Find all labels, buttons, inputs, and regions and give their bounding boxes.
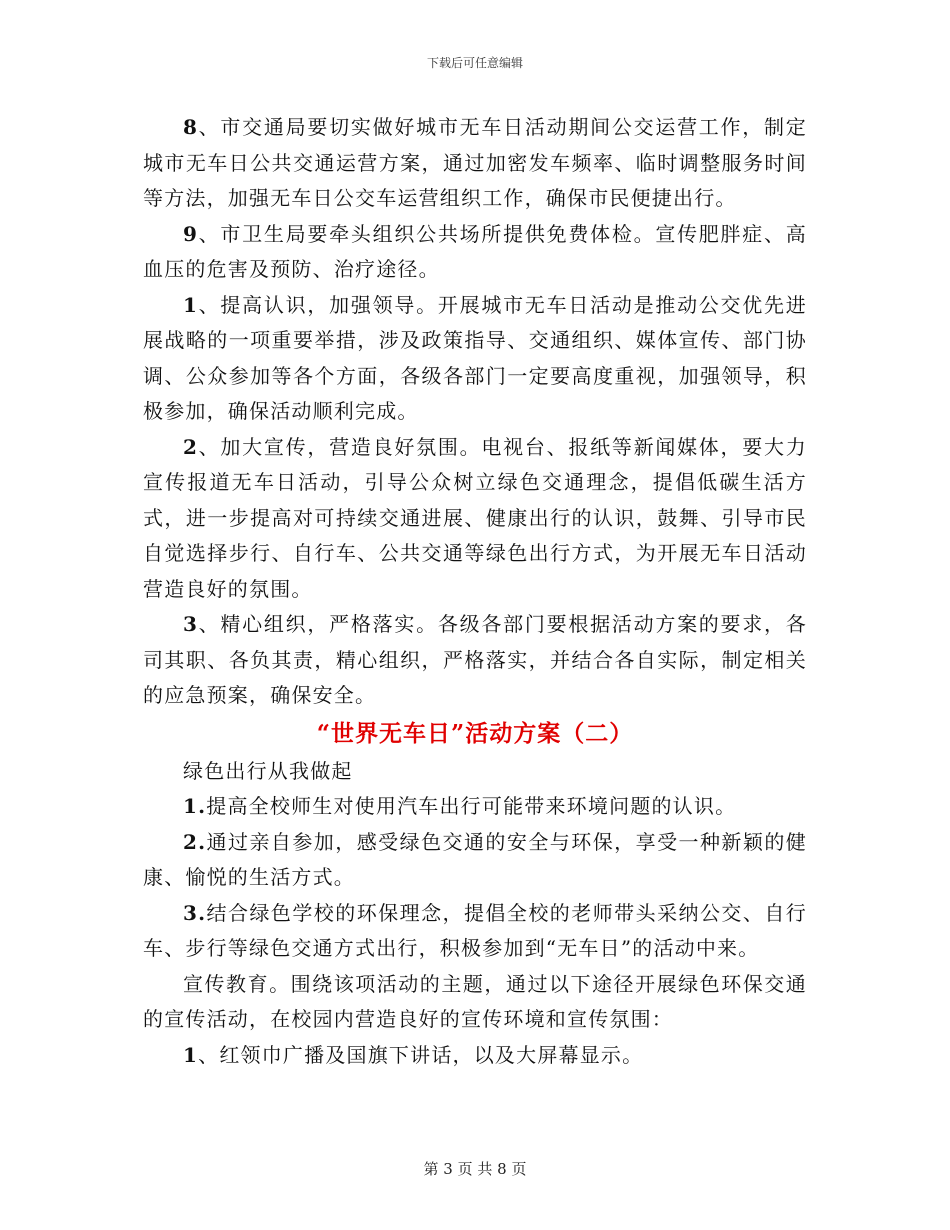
paragraph-text: 、精心组织，严格落实。各级各部门要根据活动方案的要求，各司其职、各负其责，精心组织，严格落实，并结合各自实际，制定相关的应急预案，确保安全。 — [143, 612, 807, 707]
paragraph-number: 2. — [183, 829, 207, 854]
paragraph-number: 1 — [183, 1042, 199, 1067]
paragraph-text: 宣传教育。围绕该项活动的主题，通过以下途径开展绿色环保交通的宣传活动，在校园内营造良好的宣传环境和宣传氛围： — [143, 971, 807, 1031]
paragraph-number: 8 — [183, 115, 199, 139]
paragraph-text: 、市交通局要切实做好城市无车日活动期间公交运营工作，制定城市无车日公共交通运营方案，通过加密发车频率、临时调整服务时间等方法，加强无车日公交车运营组织工作，确保市民便捷出行。 — [143, 115, 807, 210]
paragraph-goal-2 — [143, 825, 807, 896]
paragraph-goal-1 — [143, 789, 807, 825]
paragraph-number: 9 — [183, 221, 199, 246]
document-body — [143, 110, 807, 1073]
paragraph-broadcast-1 — [143, 1038, 807, 1074]
page-number-footer: 第 3 页 共 8 页 — [423, 1160, 527, 1178]
paragraph-number: 3. — [183, 900, 207, 925]
header-note: 下载后可任意编辑 — [426, 56, 523, 70]
paragraph-text: 、加大宣传，营造良好氛围。电视台、报纸等新闻媒体，要大力宣传报道无车日活动，引导公众树立绿色交通理念，提倡低碳生活方式，进一步提高对可持续交通进展、健康出行的认识，鼓舞、引导市民自觉选择步行、自行车、公共交通等绿色出行方式，为开展无车日活动营造良好的氛围。 — [143, 434, 807, 601]
paragraph-number: 2 — [183, 434, 199, 459]
paragraph-text: 、红领巾广播及国旗下讲话，以及大屏幕显示。 — [198, 1042, 644, 1067]
paragraph-text: 通过亲自参加，感受绿色交通的安全与环保，享受一种新颖的健康、愉悦的生活方式。 — [143, 829, 807, 889]
paragraph-theme — [143, 754, 807, 790]
paragraph-text: 、提高认识，加强领导。开展城市无车日活动是推动公交优先进展战略的一项重要举措，涉及政策指导、交通组织、媒体宣传、部门协调、公众参加等各个方面，各级各部门一定要高度重视，加强领导，积极参加，确保活动顺利完成。 — [143, 292, 807, 423]
paragraph-text: 绿色出行从我做起 — [183, 758, 353, 783]
paragraph-goal-3 — [143, 896, 807, 967]
paragraph-measure-2 — [143, 430, 807, 608]
paragraph-measure-3 — [143, 607, 807, 714]
paragraph-number: 3 — [183, 612, 199, 636]
section-title: “世界无车日”活动方案（二） — [316, 719, 634, 747]
paragraph-text: 、市卫生局要牵头组织公共场所提供免费体检。宣传肥胖症、高血压的危害及预防、治疗途径。 — [143, 221, 807, 281]
paragraph-item-9 — [143, 217, 807, 288]
paragraph-text: 结合绿色学校的环保理念，提倡全校的老师带头采纳公交、自行车、步行等绿色交通方式出行，积极参加到“无车日”的活动中来。 — [143, 900, 807, 960]
paragraph-number: 1 — [183, 292, 199, 317]
paragraph-number: 1. — [183, 794, 207, 818]
paragraph-text: 提高全校师生对使用汽车出行可能带来环境问题的认识。 — [206, 794, 737, 818]
paragraph-education — [143, 967, 807, 1038]
paragraph-measure-1 — [143, 288, 807, 430]
paragraph-item-8 — [143, 110, 807, 217]
